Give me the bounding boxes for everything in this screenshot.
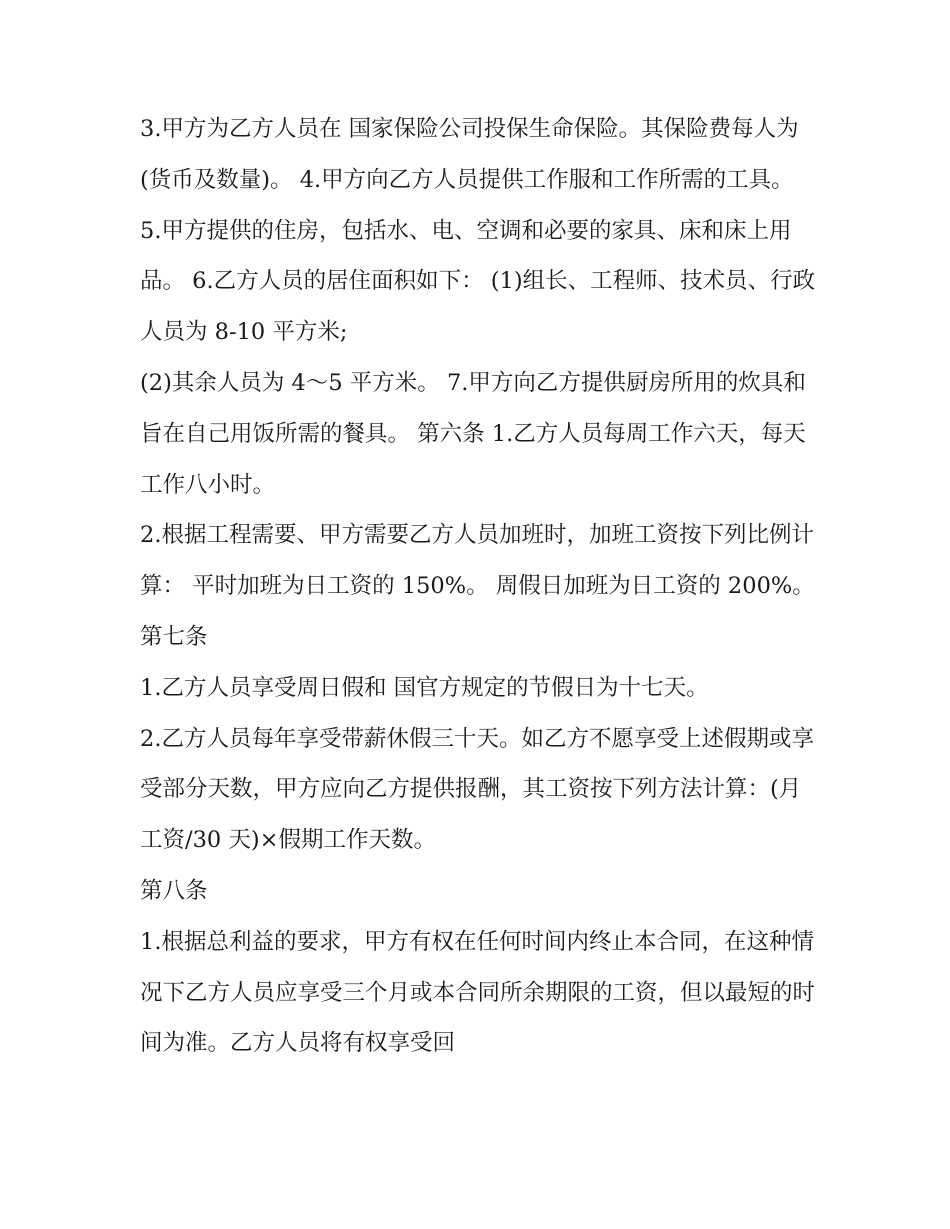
- paragraph-kitchen-work-hours: (2)其余人员为 4～5 平方米。 7.甲方向乙方提供厨房所用的炊具和旨在自己用饭所需的餐具。 第六条 1.乙方人员每周工作六天，每天工作八小时。: [140, 369, 806, 498]
- section-heading-article-eight: 第八条: [140, 877, 208, 904]
- paragraph-termination: 1.根据总利益的要求，甲方有权在任何时间内终止本合同，在这种情况下乙方人员应享受三个月或本合同所余期限的工资，但以最短的时间为准。乙方人员将有权享受回: [140, 928, 816, 1057]
- paragraph-insurance-clothing: 3.甲方为乙方人员在 国家保险公司投保生命保险。其保险费每人为(货币及数量)。 4.甲方向乙方人员提供工作服和工作所需的工具。: [140, 116, 799, 193]
- paragraph-overtime-pay: 2.根据工程需要、甲方需要乙方人员加班时，加班工资按下列比例计算： 平时加班为日工资的 150%。 周假日加班为日工资的 200%。 第七条: [140, 522, 815, 650]
- paragraph-paid-leave: 2.乙方人员每年享受带薪休假三十天。如乙方不愿享受上述假期或享受部分天数，甲方应向乙方提供报酬，其工资按下列方法计算：(月工资/30 天)×假期工作天数。: [140, 725, 814, 854]
- document-body: [140, 104, 820, 1069]
- paragraph-holidays: 1.乙方人员享受周日假和 国官方规定的节假日为十七天。: [140, 674, 709, 701]
- paragraph-housing-area: 5.甲方提供的住房，包括水、电、空调和必要的家具、床和床上用品。 6.乙方人员的居住面积如下： (1)组长、工程师、技术员、行政人员为 8-10 平方米;: [140, 217, 816, 346]
